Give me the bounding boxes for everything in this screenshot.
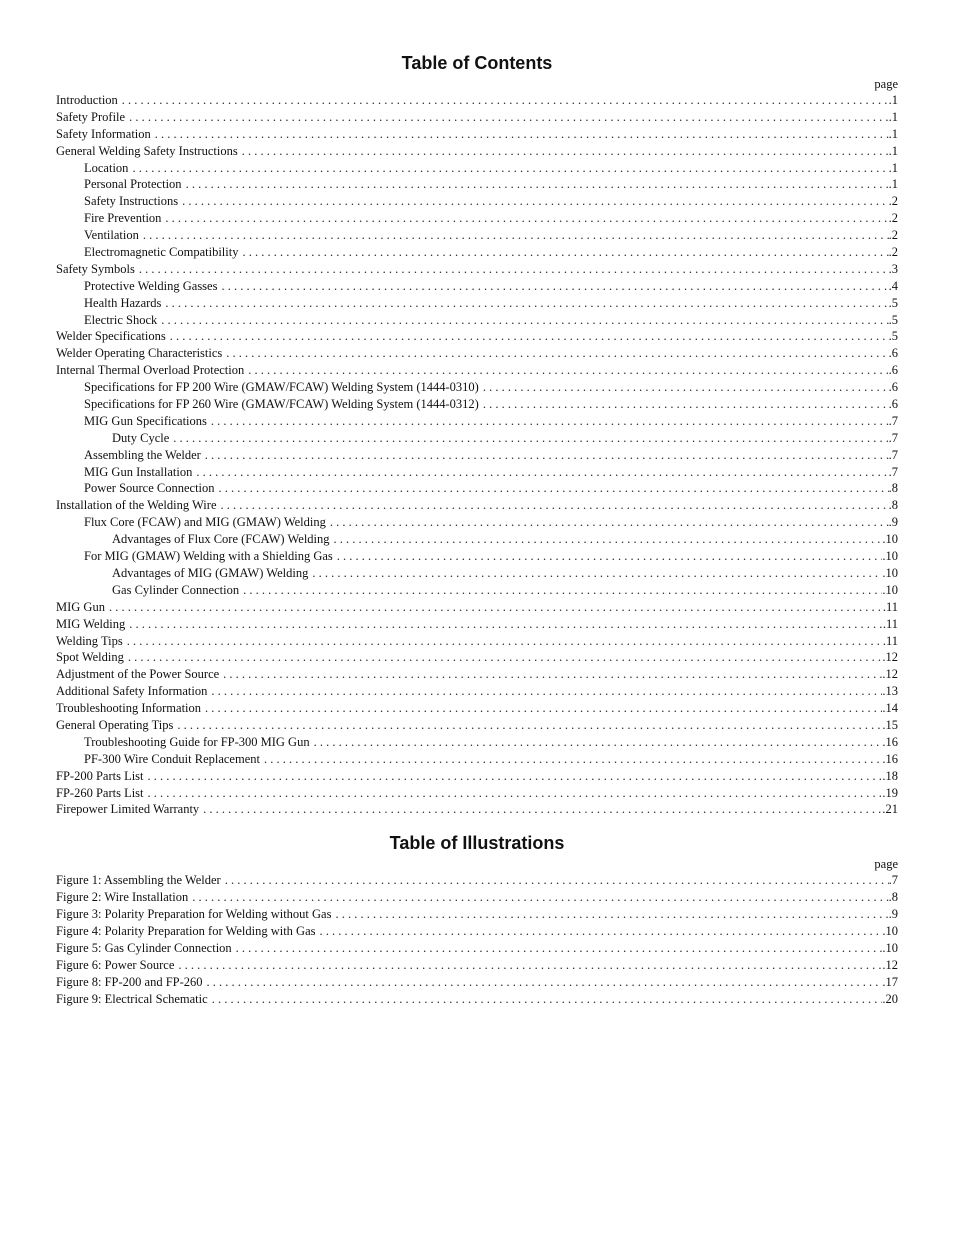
dot-leader: [122, 92, 889, 109]
toc-entry[interactable]: [56, 210, 898, 227]
dot-leader: [312, 565, 882, 582]
entry-page-number: .12: [882, 650, 898, 665]
entry-page-number: .4: [888, 278, 898, 293]
toc-entry[interactable]: [56, 160, 898, 177]
entry-page-number: .1: [888, 93, 898, 107]
toc-title: Table of Contents: [401, 53, 553, 73]
entry-page-number: .1: [888, 126, 898, 141]
entry-label: Safety Information: [56, 126, 151, 141]
toc-entry[interactable]: [56, 362, 898, 379]
entry-label: Advantages of Flux Core (FCAW) Welding: [112, 532, 330, 547]
dot-leader: [207, 974, 883, 991]
entry-label: For MIG (GMAW) Welding with a Shielding Gas: [84, 549, 333, 564]
dot-leader: [129, 109, 889, 126]
entry-label: Additional Safety Information: [56, 684, 208, 699]
dot-leader: [243, 582, 882, 599]
entry-label: Health Hazards: [84, 295, 162, 310]
dot-leader: [205, 447, 889, 464]
entry-label: Advantages of MIG (GMAW) Welding: [112, 565, 309, 580]
entry-label: Figure 9: Electrical Schematic: [56, 991, 208, 1006]
toc-entry[interactable]: [56, 227, 898, 244]
entry-page-number: .12: [882, 667, 898, 682]
dot-leader: [182, 193, 889, 210]
entry-label: Safety Profile: [56, 109, 126, 124]
entry-page-number: .7: [888, 430, 898, 445]
entry-label: Electric Shock: [84, 312, 158, 327]
entry-page-number: .6: [888, 380, 898, 395]
entry-label: Internal Thermal Overload Protection: [56, 363, 245, 378]
toc-entry[interactable]: [56, 193, 898, 210]
dot-leader: [320, 923, 883, 940]
dot-leader: [192, 889, 888, 906]
entry-page-number: .10: [882, 582, 898, 597]
dot-leader: [186, 176, 889, 193]
toc-entry[interactable]: [56, 312, 898, 329]
dot-leader: [221, 497, 889, 514]
dot-leader: [330, 514, 889, 531]
dot-leader: [205, 700, 882, 717]
toc-entry[interactable]: [56, 514, 898, 531]
entry-page-number: .8: [888, 890, 898, 905]
document-page: [56, 0, 898, 1007]
entry-page-number: .16: [882, 734, 898, 749]
dot-leader: [212, 991, 883, 1008]
toc-entry[interactable]: [56, 396, 898, 413]
entry-label: Safety Symbols: [56, 261, 135, 276]
entry-page-number: .1: [888, 177, 898, 192]
entry-label: Firepower Limited Warranty: [56, 802, 200, 817]
toc-entry[interactable]: [56, 244, 898, 261]
entry-label: Welder Specifications: [56, 329, 166, 344]
dot-leader: [226, 345, 888, 362]
entry-label: Assembling the Welder: [84, 447, 201, 462]
toc-entry[interactable]: [56, 109, 898, 126]
entry-page-number: .1: [888, 160, 898, 175]
entry-label: Introduction: [56, 93, 118, 107]
entry-label: Duty Cycle: [112, 430, 170, 445]
entry-label: Troubleshooting Guide for FP-300 MIG Gun: [84, 734, 310, 749]
toc-entry[interactable]: [56, 345, 898, 362]
toc-entry[interactable]: [56, 906, 898, 923]
entry-page-number: .10: [882, 532, 898, 547]
entry-label: Ventilation: [84, 228, 139, 243]
entry-page-number: .9: [888, 515, 898, 530]
entry-label: MIG Gun Installation: [84, 464, 193, 479]
entry-page-number: .6: [888, 397, 898, 412]
dot-leader: [221, 278, 888, 295]
toc-entry[interactable]: [56, 889, 898, 906]
dot-leader: [223, 666, 882, 683]
toc-entry[interactable]: [56, 957, 898, 974]
entry-label: FP-200 Parts List: [56, 768, 144, 783]
toc-entry[interactable]: [56, 734, 898, 751]
dot-leader: [196, 464, 888, 481]
toc-entry[interactable]: [56, 991, 898, 1008]
entry-page-number: .10: [882, 923, 898, 938]
dot-leader: [483, 379, 889, 396]
entry-page-number: .2: [888, 228, 898, 243]
entry-page-number: .13: [882, 684, 898, 699]
dot-leader: [334, 531, 883, 548]
dot-leader: [148, 785, 883, 802]
toc-entry[interactable]: [56, 599, 898, 616]
toc-entry[interactable]: [56, 582, 898, 599]
entry-page-number: .17: [882, 974, 898, 989]
entry-page-number: .7: [888, 873, 898, 888]
dot-leader: [236, 940, 883, 957]
entry-label: Figure 5: Gas Cylinder Connection: [56, 940, 232, 955]
toc-entry[interactable]: [56, 751, 898, 768]
dot-leader: [242, 244, 888, 261]
entry-page-number: .15: [882, 717, 898, 732]
toc-entry[interactable]: [56, 92, 898, 109]
entry-page-number: .19: [882, 785, 898, 800]
entry-label: Figure 8: FP-200 and FP-260: [56, 974, 203, 989]
entry-page-number: .1: [888, 143, 898, 158]
dot-leader: [219, 480, 889, 497]
toi-page-column-label: page: [874, 857, 898, 872]
dot-leader: [165, 295, 888, 312]
toc-entry[interactable]: [56, 872, 898, 889]
toc-entry[interactable]: [56, 413, 898, 430]
toc-entry[interactable]: [56, 768, 898, 785]
entry-page-number: .6: [888, 363, 898, 378]
entry-page-number: .1: [888, 109, 898, 124]
dot-leader: [161, 312, 888, 329]
toc-entry[interactable]: [56, 261, 898, 278]
dot-leader: [170, 328, 889, 345]
entry-label: FP-260 Parts List: [56, 785, 144, 800]
dot-leader: [211, 683, 882, 700]
entry-label: Troubleshooting Information: [56, 701, 202, 716]
dot-leader: [335, 906, 888, 923]
dot-leader: [165, 210, 888, 227]
dot-leader: [225, 872, 889, 889]
toc-entry[interactable]: [56, 548, 898, 565]
entry-label: Installation of the Welding Wire: [56, 498, 217, 513]
entry-label: Welding Tips: [56, 633, 123, 648]
entry-page-number: .10: [882, 565, 898, 580]
entry-label: General Operating Tips: [56, 717, 174, 732]
entry-label: Figure 6: Power Source: [56, 957, 175, 972]
entry-page-number: .10: [882, 549, 898, 564]
dot-leader: [109, 599, 883, 616]
dot-leader: [177, 717, 882, 734]
toc-entry[interactable]: [56, 447, 898, 464]
entry-page-number: .21: [882, 802, 898, 817]
dot-leader: [178, 957, 882, 974]
entry-label: Figure 3: Polarity Preparation for Welding without Gas: [56, 907, 332, 922]
dot-leader: [173, 430, 888, 447]
entry-label: Figure 2: Wire Installation: [56, 890, 189, 905]
dot-leader: [132, 160, 888, 177]
entry-page-number: .2: [888, 245, 898, 260]
toc-entry[interactable]: [56, 126, 898, 143]
toc-entry[interactable]: [56, 633, 898, 650]
entry-page-number: .12: [882, 957, 898, 972]
entry-page-number: .5: [888, 295, 898, 310]
dot-leader: [337, 548, 883, 565]
toc-page-column-label: page: [874, 77, 898, 91]
entry-page-number: .10: [882, 940, 898, 955]
entry-page-number: .5: [888, 312, 898, 327]
toc-entry[interactable]: [56, 717, 898, 734]
toc-entry[interactable]: [56, 649, 898, 666]
entry-label: Welder Operating Characteristics: [56, 346, 223, 361]
toc-entry[interactable]: [56, 974, 898, 991]
entry-label: Location: [84, 160, 129, 175]
dot-leader: [242, 143, 889, 160]
entry-page-number: .11: [882, 599, 898, 614]
entry-page-number: .11: [882, 616, 898, 631]
entry-label: Safety Instructions: [84, 194, 179, 209]
toc-entry[interactable]: [56, 328, 898, 345]
toc-entry[interactable]: [56, 464, 898, 481]
dot-leader: [129, 616, 883, 633]
toc-entry-list: [56, 92, 898, 818]
toc-entry[interactable]: [56, 176, 898, 193]
entry-page-number: .2: [888, 194, 898, 209]
toc-entry[interactable]: [56, 700, 898, 717]
dot-leader: [483, 396, 889, 413]
toi-entry-list: [56, 872, 898, 1007]
entry-page-number: .6: [888, 346, 898, 361]
dot-leader: [155, 126, 889, 143]
toc-entry[interactable]: [56, 683, 898, 700]
entry-page-number: .14: [882, 701, 898, 716]
toc-entry[interactable]: [56, 295, 898, 312]
entry-label: PF-300 Wire Conduit Replacement: [84, 751, 260, 766]
entry-label: Specifications for FP 260 Wire (GMAW/FCAW) Welding System (1444-0312): [84, 397, 479, 412]
entry-label: Adjustment of the Power Source: [56, 667, 220, 682]
toi-title: Table of Illustrations: [389, 833, 565, 854]
toc-entry[interactable]: [56, 430, 898, 447]
entry-page-number: .18: [882, 768, 898, 783]
entry-label: Personal Protection: [84, 177, 182, 192]
entry-label: Spot Welding: [56, 650, 124, 665]
dot-leader: [264, 751, 882, 768]
dot-leader: [248, 362, 888, 379]
toc-entry[interactable]: [56, 940, 898, 957]
toc-entry[interactable]: [56, 379, 898, 396]
entry-label: General Welding Safety Instructions: [56, 143, 238, 158]
dot-leader: [314, 734, 883, 751]
toc-entry[interactable]: [56, 565, 898, 582]
entry-label: Specifications for FP 200 Wire (GMAW/FCAW) Welding System (1444-0310): [84, 380, 479, 395]
entry-label: MIG Gun: [56, 599, 105, 614]
toc-entry[interactable]: [56, 278, 898, 295]
dot-leader: [203, 801, 882, 818]
toc-entry[interactable]: [56, 666, 898, 683]
entry-page-number: .2: [888, 211, 898, 226]
toc-entry[interactable]: [56, 616, 898, 633]
entry-label: Fire Prevention: [84, 211, 162, 226]
entry-label: Electromagnetic Compatibility: [84, 245, 239, 260]
entry-label: MIG Welding: [56, 616, 126, 631]
entry-page-number: .5: [888, 329, 898, 344]
dot-leader: [128, 649, 883, 666]
entry-label: Protective Welding Gasses: [84, 278, 218, 293]
entry-label: Power Source Connection: [84, 481, 215, 496]
entry-label: Flux Core (FCAW) and MIG (GMAW) Welding: [84, 515, 326, 530]
dot-leader: [143, 227, 889, 244]
entry-label: Figure 1: Assembling the Welder: [56, 873, 221, 888]
entry-page-number: .7: [888, 413, 898, 428]
toc-entry[interactable]: [56, 497, 898, 514]
entry-page-number: .11: [882, 633, 898, 648]
entry-label: Figure 4: Polarity Preparation for Welding with Gas: [56, 923, 316, 938]
toc-entry[interactable]: [56, 785, 898, 802]
toc-entry[interactable]: [56, 480, 898, 497]
dot-leader: [211, 413, 889, 430]
entry-page-number: .7: [888, 464, 898, 479]
entry-label: MIG Gun Specifications: [84, 413, 207, 428]
dot-leader: [139, 261, 889, 278]
entry-page-number: .7: [888, 447, 898, 462]
toc-entry[interactable]: [56, 923, 898, 940]
entry-page-number: .16: [882, 751, 898, 766]
toc-entry[interactable]: [56, 143, 898, 160]
toc-entry[interactable]: [56, 531, 898, 548]
dot-leader: [148, 768, 883, 785]
entry-label: Gas Cylinder Connection: [112, 582, 240, 597]
entry-page-number: .8: [888, 481, 898, 496]
entry-page-number: .9: [888, 907, 898, 922]
dot-leader: [127, 633, 883, 650]
toc-entry[interactable]: [56, 801, 898, 818]
entry-page-number: .8: [888, 498, 898, 513]
entry-page-number: .3: [888, 261, 898, 276]
entry-page-number: .20: [882, 991, 898, 1006]
